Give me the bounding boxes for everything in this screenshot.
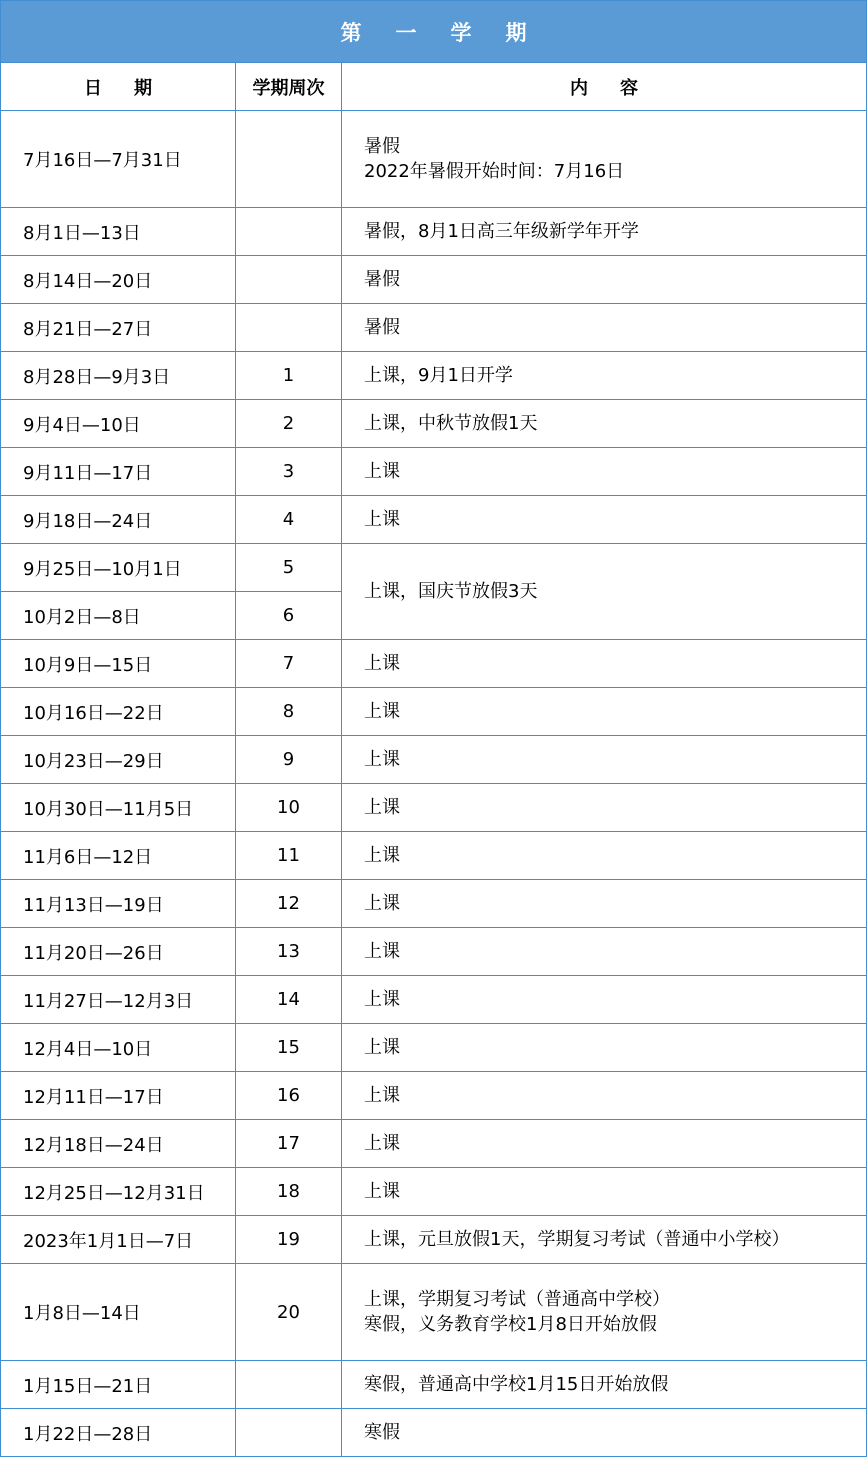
table-row bbox=[1, 1264, 867, 1361]
week-cell: 13 bbox=[236, 928, 342, 976]
week-cell: 2 bbox=[236, 400, 342, 448]
content-cell: 上课 bbox=[342, 1168, 867, 1216]
content-cell: 上课 bbox=[342, 1072, 867, 1120]
table-row bbox=[1, 1024, 867, 1072]
table-row bbox=[1, 880, 867, 928]
date-cell: 1月15日—21日 bbox=[1, 1361, 236, 1409]
week-cell bbox=[236, 111, 342, 208]
week-cell: 1 bbox=[236, 352, 342, 400]
date-cell: 8月28日—9月3日 bbox=[1, 352, 236, 400]
date-cell: 9月4日—10日 bbox=[1, 400, 236, 448]
week-cell: 9 bbox=[236, 736, 342, 784]
date-cell: 10月9日—15日 bbox=[1, 640, 236, 688]
table-row bbox=[1, 111, 867, 208]
table-row bbox=[1, 736, 867, 784]
content-cell: 上课，国庆节放假3天 bbox=[342, 544, 867, 640]
content-cell: 上课 bbox=[342, 496, 867, 544]
date-cell: 10月30日—11月5日 bbox=[1, 784, 236, 832]
week-cell: 15 bbox=[236, 1024, 342, 1072]
content-cell: 上课 bbox=[342, 736, 867, 784]
content-cell: 暑假 bbox=[342, 304, 867, 352]
content-cell bbox=[342, 111, 867, 208]
content-cell: 上课，9月1日开学 bbox=[342, 352, 867, 400]
week-cell: 7 bbox=[236, 640, 342, 688]
table-row bbox=[1, 832, 867, 880]
content-cell: 上课 bbox=[342, 640, 867, 688]
table-row bbox=[1, 1120, 867, 1168]
date-cell: 11月20日—26日 bbox=[1, 928, 236, 976]
content-cell: 上课 bbox=[342, 880, 867, 928]
table-row bbox=[1, 304, 867, 352]
content-line: 寒假，义务教育学校1月8日开始放假 bbox=[364, 1314, 657, 1335]
table-row bbox=[1, 1072, 867, 1120]
content-line: 2022年暑假开始时间：7月16日 bbox=[364, 161, 625, 182]
date-cell: 12月25日—12月31日 bbox=[1, 1168, 236, 1216]
date-cell: 10月16日—22日 bbox=[1, 688, 236, 736]
week-cell: 3 bbox=[236, 448, 342, 496]
week-cell: 14 bbox=[236, 976, 342, 1024]
date-cell: 9月25日—10月1日 bbox=[1, 544, 236, 592]
date-cell: 11月27日—12月3日 bbox=[1, 976, 236, 1024]
date-cell: 12月18日—24日 bbox=[1, 1120, 236, 1168]
date-cell: 1月22日—28日 bbox=[1, 1409, 236, 1457]
week-cell: 11 bbox=[236, 832, 342, 880]
week-cell: 5 bbox=[236, 544, 342, 592]
content-cell: 上课 bbox=[342, 1120, 867, 1168]
week-cell bbox=[236, 304, 342, 352]
week-cell: 19 bbox=[236, 1216, 342, 1264]
table-row bbox=[1, 208, 867, 256]
table-row bbox=[1, 688, 867, 736]
content-cell: 上课 bbox=[342, 784, 867, 832]
date-cell: 8月1日—13日 bbox=[1, 208, 236, 256]
table-row bbox=[1, 544, 867, 592]
header-content: 内容 bbox=[342, 63, 867, 111]
content-cell: 上课 bbox=[342, 928, 867, 976]
content-cell: 上课，中秋节放假1天 bbox=[342, 400, 867, 448]
date-cell: 8月14日—20日 bbox=[1, 256, 236, 304]
week-cell: 18 bbox=[236, 1168, 342, 1216]
table-row bbox=[1, 1361, 867, 1409]
header-date: 日期 bbox=[1, 63, 236, 111]
table-row bbox=[1, 784, 867, 832]
week-cell bbox=[236, 1409, 342, 1457]
table-row bbox=[1, 1168, 867, 1216]
week-cell: 20 bbox=[236, 1264, 342, 1361]
content-cell bbox=[342, 1264, 867, 1361]
table-row bbox=[1, 496, 867, 544]
week-cell: 12 bbox=[236, 880, 342, 928]
week-cell: 8 bbox=[236, 688, 342, 736]
table-row bbox=[1, 256, 867, 304]
table-row bbox=[1, 352, 867, 400]
table-row bbox=[1, 1409, 867, 1457]
content-line: 上课，学期复习考试（普通高中学校） bbox=[364, 1289, 670, 1310]
content-cell: 上课 bbox=[342, 976, 867, 1024]
date-cell: 10月2日—8日 bbox=[1, 592, 236, 640]
content-cell: 上课 bbox=[342, 832, 867, 880]
week-cell: 17 bbox=[236, 1120, 342, 1168]
week-cell bbox=[236, 1361, 342, 1409]
week-cell: 6 bbox=[236, 592, 342, 640]
table-row bbox=[1, 640, 867, 688]
date-cell: 7月16日—7月31日 bbox=[1, 111, 236, 208]
table-row bbox=[1, 400, 867, 448]
date-cell: 8月21日—27日 bbox=[1, 304, 236, 352]
semester-title: 第一学期 bbox=[1, 1, 867, 63]
date-cell: 12月11日—17日 bbox=[1, 1072, 236, 1120]
date-cell: 9月11日—17日 bbox=[1, 448, 236, 496]
content-cell: 暑假，8月1日高三年级新学年开学 bbox=[342, 208, 867, 256]
week-cell bbox=[236, 208, 342, 256]
content-cell: 上课 bbox=[342, 448, 867, 496]
content-cell: 寒假 bbox=[342, 1409, 867, 1457]
table-row bbox=[1, 976, 867, 1024]
week-cell: 16 bbox=[236, 1072, 342, 1120]
week-cell: 4 bbox=[236, 496, 342, 544]
header-week: 学期周次 bbox=[236, 63, 342, 111]
content-cell: 暑假 bbox=[342, 256, 867, 304]
content-cell: 上课，元旦放假1天，学期复习考试（普通中小学校） bbox=[342, 1216, 867, 1264]
date-cell: 10月23日—29日 bbox=[1, 736, 236, 784]
date-cell: 12月4日—10日 bbox=[1, 1024, 236, 1072]
date-cell: 9月18日—24日 bbox=[1, 496, 236, 544]
content-cell: 上课 bbox=[342, 1024, 867, 1072]
content-cell: 上课 bbox=[342, 688, 867, 736]
date-cell: 11月6日—12日 bbox=[1, 832, 236, 880]
table-row bbox=[1, 448, 867, 496]
table-row bbox=[1, 928, 867, 976]
week-cell: 10 bbox=[236, 784, 342, 832]
table-row bbox=[1, 1216, 867, 1264]
date-cell: 2023年1月1日—7日 bbox=[1, 1216, 236, 1264]
date-cell: 1月8日—14日 bbox=[1, 1264, 236, 1361]
content-line: 暑假 bbox=[364, 136, 400, 157]
date-cell: 11月13日—19日 bbox=[1, 880, 236, 928]
week-cell bbox=[236, 256, 342, 304]
content-cell: 寒假，普通高中学校1月15日开始放假 bbox=[342, 1361, 867, 1409]
